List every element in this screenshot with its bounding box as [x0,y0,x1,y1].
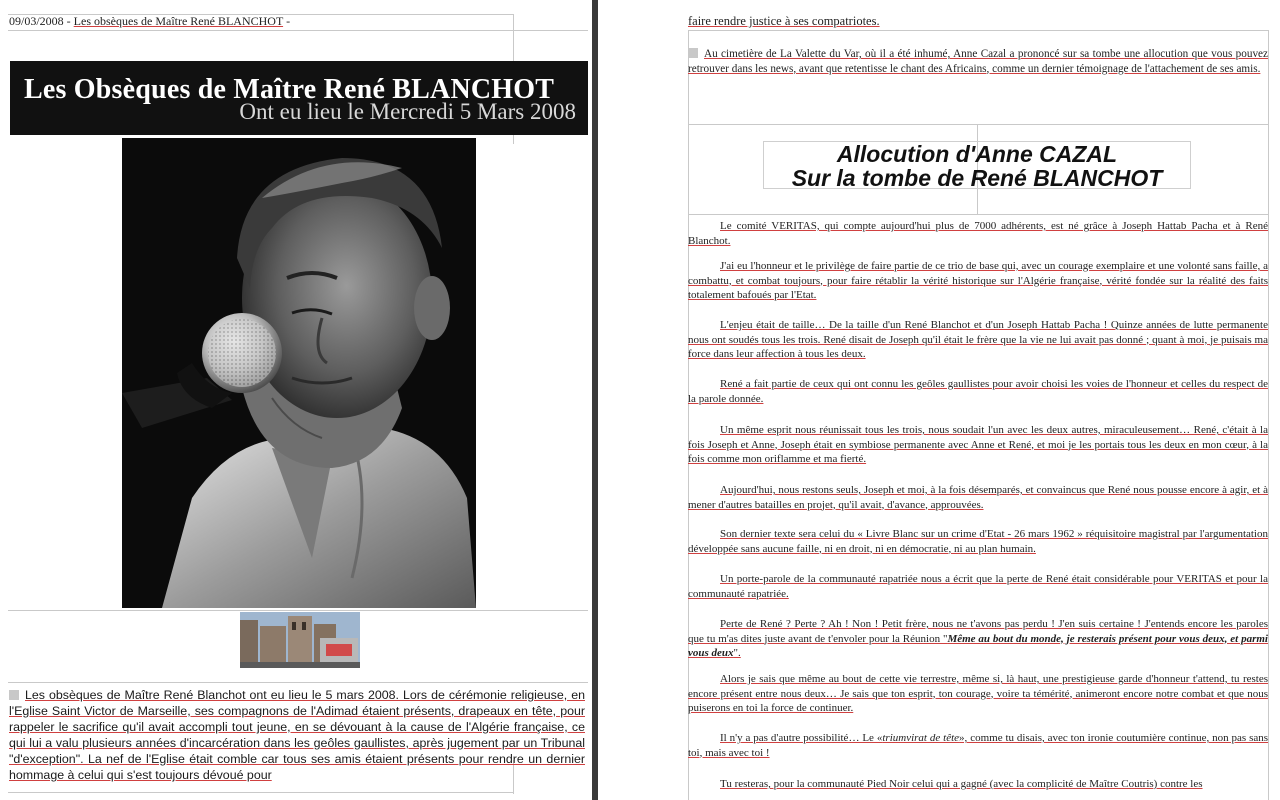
speech-text: Il n'y a pas d'autre possibilité… Le « [720,732,883,744]
burial-text: Au cimetière de La Valette du Var, où il a été inhumé, Anne Cazal a prononcé sur sa tombe une allocution que vous pouvez retrouver dans les news, avant que retentisse le chant des Africains, comme un dernier témoignage de l'attachement de ses amis. [688,48,1268,75]
header-title-link[interactable]: Les obsèques de Maître René BLANCHOT [73,14,284,28]
speech-paragraph-4 [688,377,1268,406]
page-header [9,14,290,29]
speech-paragraph-2 [688,259,1268,303]
speech-paragraph-1 [688,219,1268,248]
speech-text: Alors je sais que même au bout de cette vie terrestre, même si, là haut, une prestigieuse garde d'honneur t'attend, tu restes encore présent entre nous deux… Je sais que ton esprit, ton courage, voire ta témérité, animeront encore notre combat et que nous puiserons en toi la force de continuer. [688,673,1268,714]
header-date: 09/03/2008 - [9,14,71,28]
layout-guide [8,610,588,611]
allocution-heading [763,141,1191,189]
burial-paragraph [688,47,1268,76]
portrait-illustration [122,138,476,608]
layout-guide [1268,30,1269,800]
banner-title: Les Obsèques de Maître René BLANCHOT [24,74,555,105]
speech-paragraph-3 [688,318,1268,362]
title-banner [10,61,588,135]
left-document-page [0,0,592,800]
speech-text: L'enjeu était de taille… De la taille d'un René Blanchot et d'un Joseph Hattab Pacha ! Quinze années de lutte permanente nous ont soudés tous les trois. René disait de Joseph qu'il était le frère que la vie ne lui avait pas donné ; quant à moi, je puisais ma force dans leur affection à tous les deux. [688,319,1268,360]
paragraph-anchor-icon [688,48,698,58]
layout-guide [688,124,1268,125]
continued-sentence: faire rendre justice à ses compatriotes. [688,14,880,28]
speech-paragraph-5 [688,423,1268,467]
speech-text: », comme tu disais, avec ton ironie coutumière continue, non pas sans toi, mais avec toi ! [688,732,1269,759]
layout-guide [8,682,588,683]
header-suffix: - [286,14,291,28]
speech-paragraph-8 [688,572,1268,601]
layout-guide [8,792,514,793]
speech-text: Tu resteras, pour la communauté Pied Noir celui qui a gagné (avec la complicité de Maître Coutris) contre les [720,778,1203,790]
church-thumbnail-image [240,612,360,668]
allocution-title: Allocution d'Anne CAZAL [836,141,1118,167]
article-body [9,687,585,783]
speech-text: Aujourd'hui, nous restons seuls, Joseph et moi, à la fois désemparés, et convaincus que René nous pousse encore à agir, et à mener d'autres batailles en projet, qu'il avait, d'avance, approuvées. [688,484,1268,511]
layout-guide [688,30,1268,31]
speech-paragraph-9 [688,617,1268,661]
speech-text: Perte de René ? Perte ? Ah ! Non ! Petit frère, nous ne t'avons pas perdu ! J'en suis certaine ! J'entends encore les paroles que tu m'as dites juste avant de t'envoler pour la Réunion " [688,618,1268,645]
continued-text [688,14,880,29]
speech-text: Son dernier texte sera celui du « Livre Blanc sur un crime d'Etat - 26 mars 1962 » réquisitoire magistral par l'argumentation développée sans aucune faille, ni en droit, ni en démocratie, ni au plan humain. [688,528,1268,555]
layout-guide [8,30,588,31]
speech-paragraph-6 [688,483,1268,512]
speech-text: Un même esprit nous réunissait tous les trois, nous soudait l'un avec les deux autres, miraculeusement… René, c'était à la fois Joseph et Anne, Joseph était en symbiose permanente avec Anne et René, et moi je les portais tous les deux en mon cœur, à la fois comme mon oriflamme et ma fierté. [688,424,1268,465]
allocution-subtitle: Sur la tombe de René BLANCHOT [791,165,1163,191]
speech-text: René a fait partie de ceux qui ont connu les geôles gaullistes pour avoir choisi les voies de l'honneur et celles du respect de la parole donnée. [688,378,1268,405]
speech-text: Un porte-parole de la communauté rapatriée nous a écrit que la perte de René était considérable pour VERITAS et pour la communauté rapatriée. [688,573,1268,600]
speech-paragraph-7 [688,527,1268,556]
speech-text: Le comité VERITAS, qui compte aujourd'hui plus de 7000 adhérents, est né grâce à Joseph Hattab Pacha et à René Blanchot. [688,220,1268,247]
layout-guide [688,214,1268,215]
portrait-photo [122,138,476,608]
speech-paragraph-10 [688,672,1268,716]
speech-text: J'ai eu l'honneur et le privilège de faire partie de ce trio de base qui, avec un courage exemplaire et une volonté sans faille, a combattu, et combat toujours, pour faire rétablir la vérité historique sur l'Algérie française, vérité fondée sur la réalité des faits totalement bafoués par l'Etat. [688,260,1268,301]
article-paragraph: Les obsèques de Maître René Blanchot ont eu lieu le 5 mars 2008. Lors de cérémonie religieuse, en l'Eglise Saint Victor de Marseille, ses compagnons de l'Adimad étaient présents, drapeaux en tête, pour rappeler le sacrifice qu'il avait accompli tout jeune, en se dévouant à la cause de l'Algérie française, ce qui lui a valu plusieurs années d'incarcération dans les geôles gaullistes, après jugement par un Tribunal "d'exception". La nef de l'Eglise était comble car tous ses amis étaient présents pour rendre un dernier hommage à celui qui s'est toujours dévoué pour [9,688,585,782]
speech-paragraph-12 [688,777,1268,792]
speech-paragraph-11 [688,731,1268,760]
church-thumbnail[interactable] [240,612,360,668]
speech-quote: Même au bout du monde, je resterais présent pour vous deux, et parmi vous deux [688,632,1268,659]
paragraph-anchor-icon [9,690,19,700]
banner-subtitle: Ont eu lieu le Mercredi 5 Mars 2008 [239,99,576,124]
speech-text: ". [733,647,741,659]
speech-quote: triumvirat de tête [882,732,960,744]
